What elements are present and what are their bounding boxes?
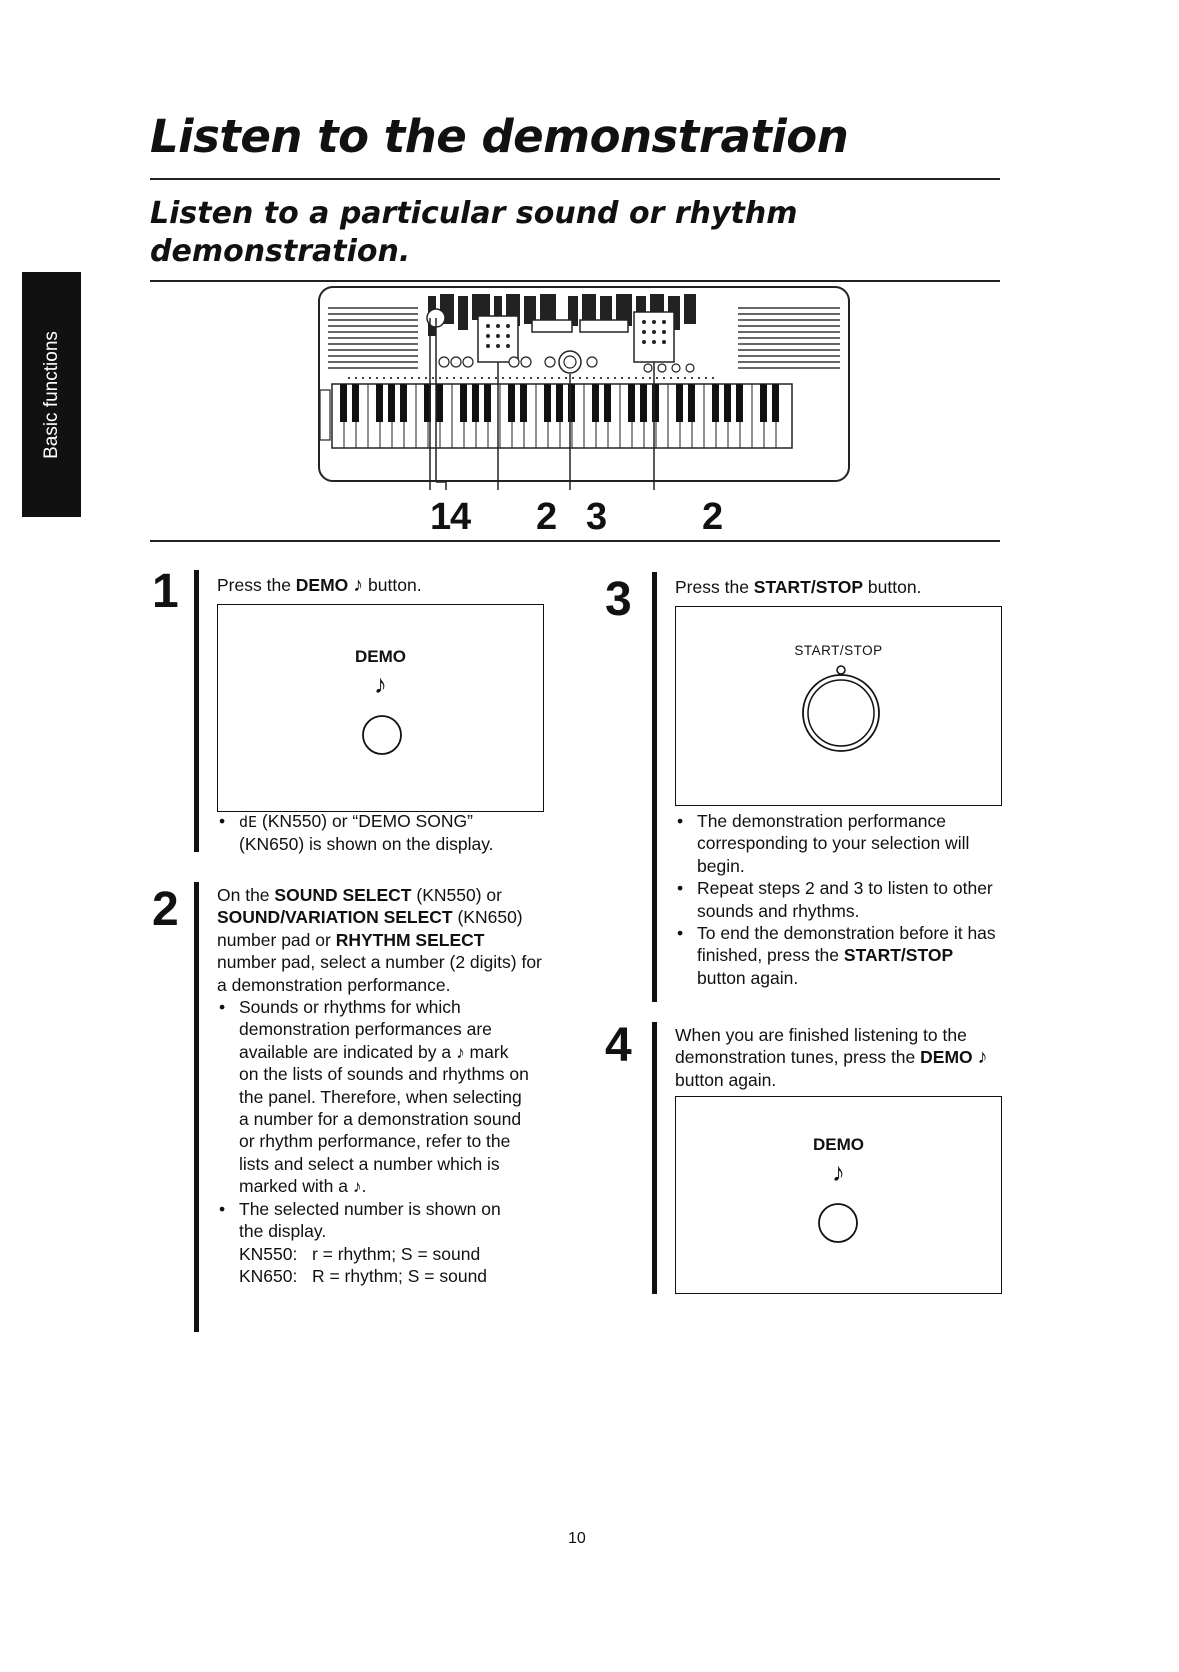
keyboard-illustration	[318, 286, 850, 536]
step-3-bar	[652, 572, 657, 1002]
step-3-instruction	[675, 576, 1005, 598]
demo-button[interactable]	[816, 1201, 860, 1245]
step-1-note	[217, 810, 537, 856]
page-subtitle: Listen to a particular sound or rhythm demonstration.	[150, 196, 798, 269]
step-3-bullet-3	[675, 922, 1000, 989]
step-2-number: 2	[152, 883, 179, 936]
start-stop-button[interactable]	[796, 661, 886, 753]
side-tab	[22, 272, 81, 517]
step-1-number: 1	[152, 565, 179, 618]
demo-panel-1	[217, 604, 544, 812]
step-2-instruction	[217, 884, 547, 1287]
step-3-bullet-3-post: button again.	[697, 967, 799, 988]
side-tab-label: Basic functions	[40, 330, 62, 459]
page-title: Listen to the demonstration	[150, 110, 849, 163]
step-4-text: When you are finished listening to the demonstration tunes, press the	[675, 1025, 967, 1068]
page-number: 10	[568, 1530, 586, 1547]
note-icon: ♪	[832, 1157, 845, 1187]
step-2-b3: RHYTHM SELECT	[335, 929, 485, 950]
step-1-post: button.	[363, 575, 422, 595]
keys	[332, 384, 792, 448]
step-3-bullet-1: • The demonstration performance corresponding to your selection will begin.	[675, 810, 1000, 877]
step-4-instruction	[675, 1024, 1000, 1091]
step-1-instruction	[217, 574, 547, 596]
step-2-bullets	[217, 996, 547, 1287]
callout-1: 1	[430, 496, 452, 538]
callout-2: 2	[536, 496, 558, 538]
subtitle-rule	[150, 280, 1000, 282]
callout-3: 3	[586, 496, 608, 538]
step-1-bullet: (KN550) or “DEMO SONG” (KN650) is shown on the display.	[239, 811, 494, 855]
step-2-bar	[194, 882, 199, 1332]
step-1-bar	[194, 570, 199, 852]
demo-label: DEMO	[813, 1135, 864, 1154]
callout-2b: 2	[702, 496, 724, 538]
step-4-number: 4	[605, 1019, 632, 1072]
step-2-p3: (KN650) number pad or	[217, 907, 523, 950]
step-3-bullet-3-bold: START/STOP	[843, 945, 954, 966]
step-2-p2: (KN550) or	[411, 885, 502, 905]
callout-4: 4	[450, 496, 472, 538]
step-3-number: 3	[605, 573, 632, 626]
note-icon: ♪	[977, 1046, 988, 1069]
note-icon: ♪	[353, 574, 364, 596]
step-1-bold: DEMO	[295, 575, 349, 595]
step-3-pre: Press the	[675, 577, 754, 597]
demo-panel-2	[675, 1096, 1002, 1294]
step-3-bullet-2: • Repeat steps 2 and 3 to listen to other sounds and rhythms.	[675, 877, 1000, 922]
demo-label: DEMO	[355, 647, 406, 666]
step-3-notes	[675, 810, 1000, 989]
step-2-b2: SOUND/VARIATION SELECT	[217, 907, 453, 928]
figure-rule	[150, 540, 1000, 542]
step-2-bullet-1: • Sounds or rhythms for which demonstration performances are available are indicated by a ♪ mark on the lists of sounds and rhythms on the panel. Therefore, when selecting a number for a demonstration sound or rhythm performance, refer to the lists and select a number which is marked with a ♪.	[217, 996, 529, 1198]
step-2-bullet-2	[217, 1198, 529, 1288]
title-rule	[150, 178, 1000, 180]
demo-button[interactable]	[360, 713, 404, 757]
step-3-bullet-3-pre: To end the demonstration before it has finished, press the	[697, 923, 996, 966]
step-4-post: button again.	[675, 1069, 777, 1090]
step-4-bold: DEMO	[920, 1047, 973, 1068]
display-symbol: dE	[239, 813, 258, 831]
note-icon: ♪	[374, 669, 387, 699]
step-3-bold: START/STOP	[753, 577, 864, 597]
step-2-bullet-2-text: The selected number is shown on the display.	[239, 1198, 501, 1242]
step-1-pre: Press the	[217, 575, 296, 595]
step-2-p1: On the	[217, 885, 275, 905]
step-3-post: button.	[863, 577, 922, 597]
start-stop-panel	[675, 606, 1002, 806]
step-2-b1: SOUND SELECT	[274, 885, 412, 905]
step-4-bar	[652, 1022, 657, 1294]
kn650-legend: KN650: R = rhythm; S = sound	[239, 1265, 488, 1286]
kn550-legend: KN550: r = rhythm; S = sound	[239, 1243, 481, 1264]
start-stop-label: START/STOP	[794, 643, 883, 658]
step-2-p4: number pad, select a number (2 digits) for a demonstration performance.	[217, 952, 542, 995]
